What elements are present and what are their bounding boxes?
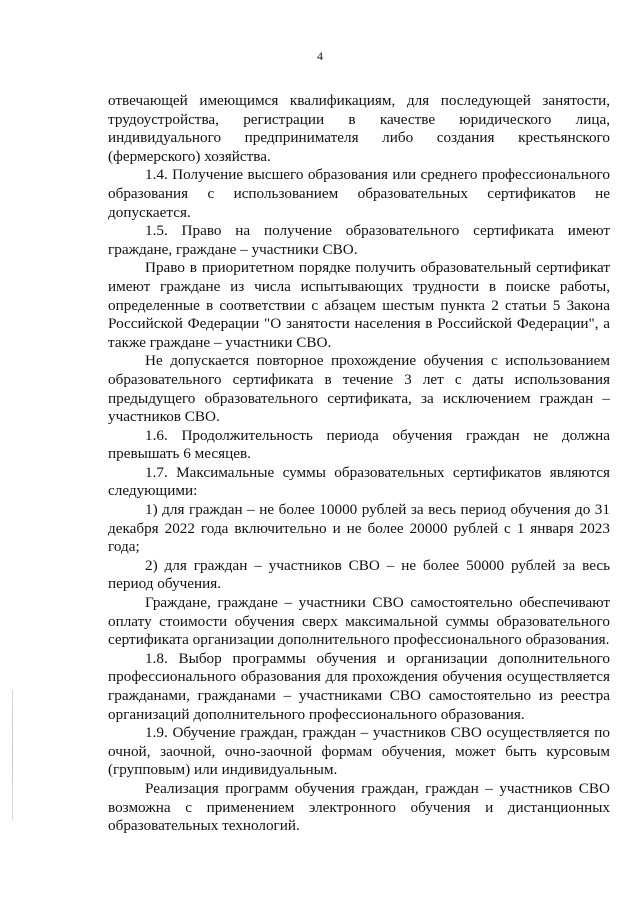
paragraph-1-4: 1.4. Получение высшего образования или среднего профессионального образования с использованием образовательных сертификатов не допускается. — [108, 166, 610, 221]
scan-margin-line — [12, 690, 13, 820]
paragraph-priority-right: Право в приоритетном порядке получить образовательный сертификат имеют граждане из числа испытывающих трудности в поиске работы, определенные в соответствии с абзацем шестым пункта 2 статьи 5 Закона Российской Федерации "О занятости населения в Российской Федерации", а также граждане – участники СВО. — [108, 259, 610, 351]
list-item-1: 1) для граждан – не более 10000 рублей за весь период обучения до 31 декабря 2022 года включительно и не более 20000 рублей с 1 января 2023 года; — [108, 501, 610, 556]
paragraph-1-5: 1.5. Право на получение образовательного сертификата имеют граждане, граждане – участники СВО. — [108, 222, 610, 258]
paragraph-continuation: отвечающей имеющимся квалификациям, для последующей занятости, трудоустройства, регистрации в качестве юридического лица, индивидуального предпринимателя либо создания крестьянского (фермерского) хозяйства. — [108, 92, 610, 165]
paragraph-distance-learning: Реализация программ обучения граждан, граждан – участников СВО возможна с применением электронного обучения и дистанционных образовательных технологий. — [108, 779, 610, 835]
paragraph-repeat-training: Не допускается повторное прохождение обучения с использованием образовательного сертификата в течение 3 лет с даты использования предыдущего образовательного сертификата, за исключением граждан – участников СВО. — [108, 352, 610, 426]
list-item-2: 2) для граждан – участников СВО – не более 50000 рублей за весь период обучения. — [108, 556, 610, 593]
paragraph-1-8: 1.8. Выбор программы обучения и организации дополнительного профессионального образования для прохождения обучения осуществляется гражданами, гражданами – участниками СВО самостоятельно из реестра организаций дополнительного профессионального образования. — [108, 649, 610, 723]
page-number: 4 — [317, 49, 323, 63]
paragraph-1-6: 1.6. Продолжительность периода обучения граждан не должна превышать 6 месяцев. — [108, 426, 610, 463]
paragraph-1-9: 1.9. Обучение граждан, граждан – участников СВО осуществляется по очной, заочной, очно-заочной формам обучения, может быть курсовым (групповым) или индивидуальным. — [108, 724, 610, 779]
paragraph-payment: Граждане, граждане – участники СВО самостоятельно обеспечивают оплату стоимости обучения сверх максимальной суммы образовательного сертификата организации дополнительного профессионального образования. — [108, 594, 610, 649]
document-body — [108, 92, 610, 836]
paragraph-1-7: 1.7. Максимальные суммы образовательных сертификатов являются следующими: — [108, 463, 610, 500]
